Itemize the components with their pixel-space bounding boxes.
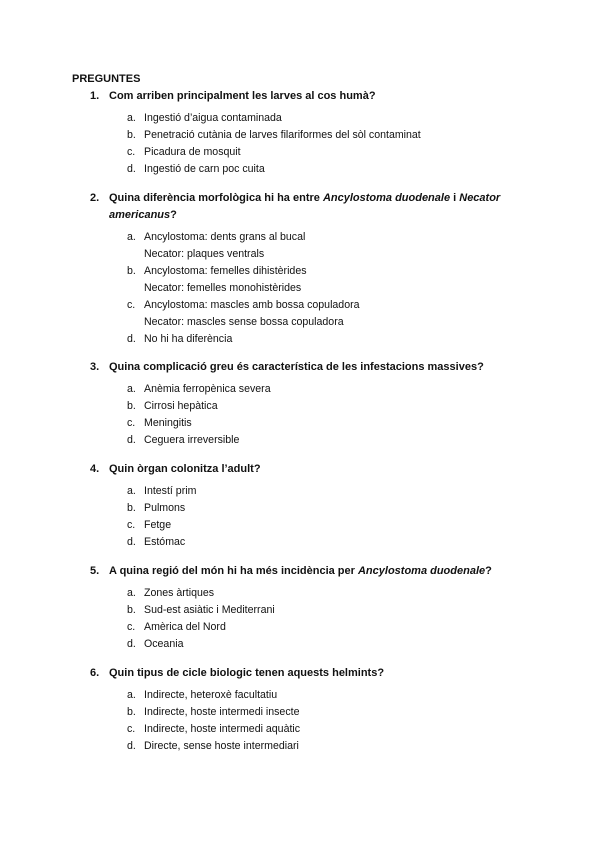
question-text: Com arriben principalment les larves al cos humà? [109, 90, 376, 102]
option-line-1: Ancylostoma: mascles amb bossa copuladora [144, 299, 360, 311]
question-number: 6. [90, 667, 100, 679]
question-number: 5. [90, 565, 100, 577]
question-1-title [90, 88, 510, 105]
options-list [90, 585, 510, 653]
option-letter: b. [127, 265, 136, 277]
option-line-2: Necator: plaques ventrals [144, 248, 265, 260]
option-b [127, 704, 510, 721]
question-text: Quin òrgan colonitza l’adult? [109, 463, 261, 475]
option-text: Intestí prim [144, 485, 197, 497]
option-letter: c. [127, 519, 136, 531]
option-letter: d. [127, 333, 136, 345]
option-c [127, 297, 510, 331]
question-text: Quin tipus de cicle biologic tenen aquests helmints? [109, 667, 385, 679]
option-letter: c. [127, 299, 136, 311]
option-line-2: Necator: femelles monohistèrides [144, 282, 302, 294]
option-d [127, 534, 510, 551]
option-letter: d. [127, 536, 136, 548]
option-text: Sud-est asiàtic i Mediterrani [144, 604, 275, 616]
option-a [127, 687, 510, 704]
question-3-title [90, 359, 510, 376]
options-list [90, 229, 510, 348]
question-6 [90, 665, 510, 755]
option-d [127, 738, 510, 755]
option-letter: d. [127, 740, 136, 752]
option-text: Amèrica del Nord [144, 621, 226, 633]
option-b [127, 263, 510, 297]
option-letter: b. [127, 400, 136, 412]
option-c [127, 721, 510, 738]
question-text [109, 563, 510, 580]
question-number: 3. [90, 361, 100, 373]
option-letter: d. [127, 434, 136, 446]
option-text: No hi ha diferència [144, 333, 233, 345]
question-6-title [90, 665, 510, 682]
option-letter: c. [127, 621, 136, 633]
option-line-2: Necator: mascles sense bossa copuladora [144, 316, 344, 328]
option-text: Indirecte, hoste intermedi aquàtic [144, 723, 301, 735]
question-text [109, 190, 510, 224]
question-4 [90, 461, 510, 551]
question-2 [90, 190, 510, 348]
option-letter: d. [127, 638, 136, 650]
question-text-part: Quina diferència morfològica hi ha entre [109, 192, 323, 204]
option-text: Indirecte, hoste intermedi insecte [144, 706, 300, 718]
option-text: Picadura de mosquit [144, 146, 241, 158]
option-line-1: Ancylostoma: dents grans al bucal [144, 231, 306, 243]
option-b [127, 500, 510, 517]
option-d [127, 161, 510, 178]
section-heading: PREGUNTES [72, 73, 141, 85]
question-number: 1. [90, 90, 100, 102]
options-list [90, 381, 510, 449]
option-b [127, 398, 510, 415]
option-letter: c. [127, 146, 136, 158]
option-c [127, 415, 510, 432]
question-number: 2. [90, 192, 100, 204]
option-letter: c. [127, 723, 136, 735]
options-list [90, 687, 510, 755]
option-letter: c. [127, 417, 136, 429]
option-b [127, 127, 510, 144]
option-a [127, 110, 510, 127]
option-d [127, 331, 510, 348]
option-text [144, 297, 510, 331]
option-letter: a. [127, 587, 136, 599]
species-name-italic: Ancylostoma duodenale [357, 565, 486, 577]
option-text: Fetge [144, 519, 172, 531]
option-text: Penetració cutània de larves filariformes del sòl contaminat [144, 129, 421, 141]
option-a [127, 483, 510, 500]
option-letter: b. [127, 129, 136, 141]
option-text: Directe, sense hoste intermediari [144, 740, 299, 752]
option-letter: b. [127, 502, 136, 514]
option-text [144, 263, 510, 297]
option-text: Oceania [144, 638, 184, 650]
species-name-italic: Ancylostoma duodenale [322, 192, 451, 204]
question-5 [90, 563, 510, 653]
question-text: Quina complicació greu és característica de les infestacions massives? [109, 361, 484, 373]
question-number: 4. [90, 463, 100, 475]
question-text-part: ? [170, 209, 177, 221]
option-text: Indirecte, heteroxè facultatiu [144, 689, 278, 701]
option-line-1: Ancylostoma: femelles dihistèrides [144, 265, 307, 277]
question-1 [90, 88, 510, 178]
species-name-italic: Necator americanus [109, 192, 501, 221]
question-2-title [90, 190, 510, 224]
option-letter: b. [127, 604, 136, 616]
option-a [127, 229, 510, 263]
option-text: Ingestió d’aigua contaminada [144, 112, 282, 124]
option-text: Meningitis [144, 417, 192, 429]
question-4-title [90, 461, 510, 478]
question-text-part: A quina regió del món hi ha més incidència per [109, 565, 358, 577]
option-d [127, 432, 510, 449]
option-text: Ingestió de carn poc cuita [144, 163, 265, 175]
option-text: Estómac [144, 536, 186, 548]
option-c [127, 619, 510, 636]
question-5-title [90, 563, 510, 580]
question-text-part: ? [485, 565, 492, 577]
option-text: Anèmia ferropènica severa [144, 383, 271, 395]
option-text: Ceguera irreversible [144, 434, 240, 446]
option-letter: a. [127, 112, 136, 124]
option-letter: a. [127, 383, 136, 395]
option-text: Cirrosi hepàtica [144, 400, 218, 412]
option-text [144, 229, 510, 263]
option-letter: a. [127, 689, 136, 701]
options-list [90, 110, 510, 178]
question-text-part: i [450, 192, 460, 204]
option-b [127, 602, 510, 619]
option-a [127, 381, 510, 398]
option-text: Zones àrtiques [144, 587, 215, 599]
question-3 [90, 359, 510, 449]
option-text: Pulmons [144, 502, 186, 514]
option-letter: b. [127, 706, 136, 718]
option-letter: a. [127, 231, 136, 243]
option-d [127, 636, 510, 653]
option-a [127, 585, 510, 602]
options-list [90, 483, 510, 551]
option-letter: a. [127, 485, 136, 497]
option-c [127, 144, 510, 161]
option-c [127, 517, 510, 534]
option-letter: d. [127, 163, 136, 175]
